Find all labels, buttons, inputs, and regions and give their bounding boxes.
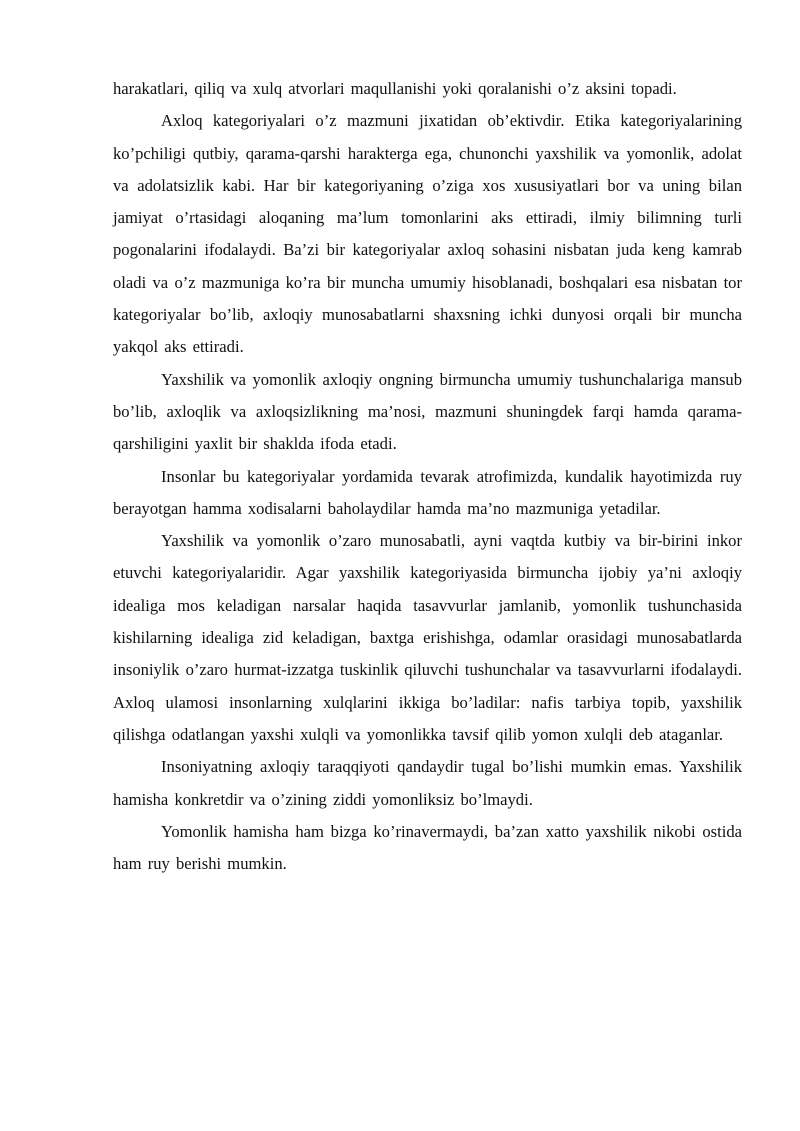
paragraph-2: Axloq kategoriyalari o’z mazmuni jixatidan ob’ektivdir. Etika kategoriyalarining ko’pchiligi qutbiy, qarama-qarshi harakterga ega, chunonchi yaxshilik va yomonlik, adolat va adolatsizlik kabi. Har bir kategoriyaning o’ziga xos xususiyatlari bor va uning bilan jamiyat o’rtasidagi aloqaning ma’lum tomonlarini aks ettiradi, ilmiy bilimning turli pogonalarini ifodalaydi. Ba’zi bir kategoriyalar axloq sohasini nisbatan juda keng kamrab oladi va o’z mazmuniga ko’ra bir muncha umumiy hisoblanadi, boshqalari esa nisbatan tor kategoriyalar bo’lib, axloqiy munosabatlarni shaxsning ichki dunyosi orqali bir muncha yakqol aks ettiradi. — [113, 111, 742, 357]
document-page — [113, 73, 742, 880]
paragraph-1: harakatlari, qiliq va xulq atvorlari maqullanishi yoki qoralanishi o’z aksini topadi. — [113, 79, 677, 98]
paragraph-4: Insonlar bu kategoriyalar yordamida tevarak atrofimizda, kundalik hayotimizda ruy berayotgan hamma xodisalarni baholaydilar hamda ma’no mazmuniga yetadilar. — [113, 466, 742, 518]
paragraph-7: Yomonlik hamisha ham bizga ko’rinavermaydi, ba’zan xatto yaxshilik nikobi ostida ham ruy berishi mumkin. — [113, 821, 742, 874]
paragraph-6: Insoniyatning axloqiy taraqqiyoti qandaydir tugal bo’lishi mumkin emas. Yaxshilik hamisha konkretdir va o’zining ziddi yomonliksiz bo’lmaydi. — [113, 757, 742, 809]
paragraph-3: Yaxshilik va yomonlik axloqiy ongning birmuncha umumiy tushunchalariga mansub bo’lib, axloqlik va axloqsizlikning ma’nosi, mazmuni shuningdek farqi hamda qarama-qarshiligini yaxlit bir shaklda ifoda etadi. — [113, 369, 742, 454]
paragraph-5: Yaxshilik va yomonlik o’zaro munosabatli, ayni vaqtda kutbiy va bir-birini inkor etuvchi kategoriyalaridir. Agar yaxshilik kategoriyasida birmuncha ijobiy ya’ni axloqiy idealiga mos keladigan narsalar haqida tasavvurlar jamlanib, yomonlik tushunchasida kishilarning idealiga zid keladigan, baxtga erishishga, odamlar orasidagi munosabatlarda insoniylik o’zaro hurmat-izzatga tuskinlik qiluvchi tushunchalar va tasavvurlarni ifodalaydi. Axloq ulamosi insonlarning xulqlarini ikkiga bo’ladilar: nafis tarbiya topib, yaxshilik qilishga odatlangan yaxshi xulqli va yomonlikka tavsif qilib yomon xulqli deb ataganlar. — [113, 531, 742, 744]
